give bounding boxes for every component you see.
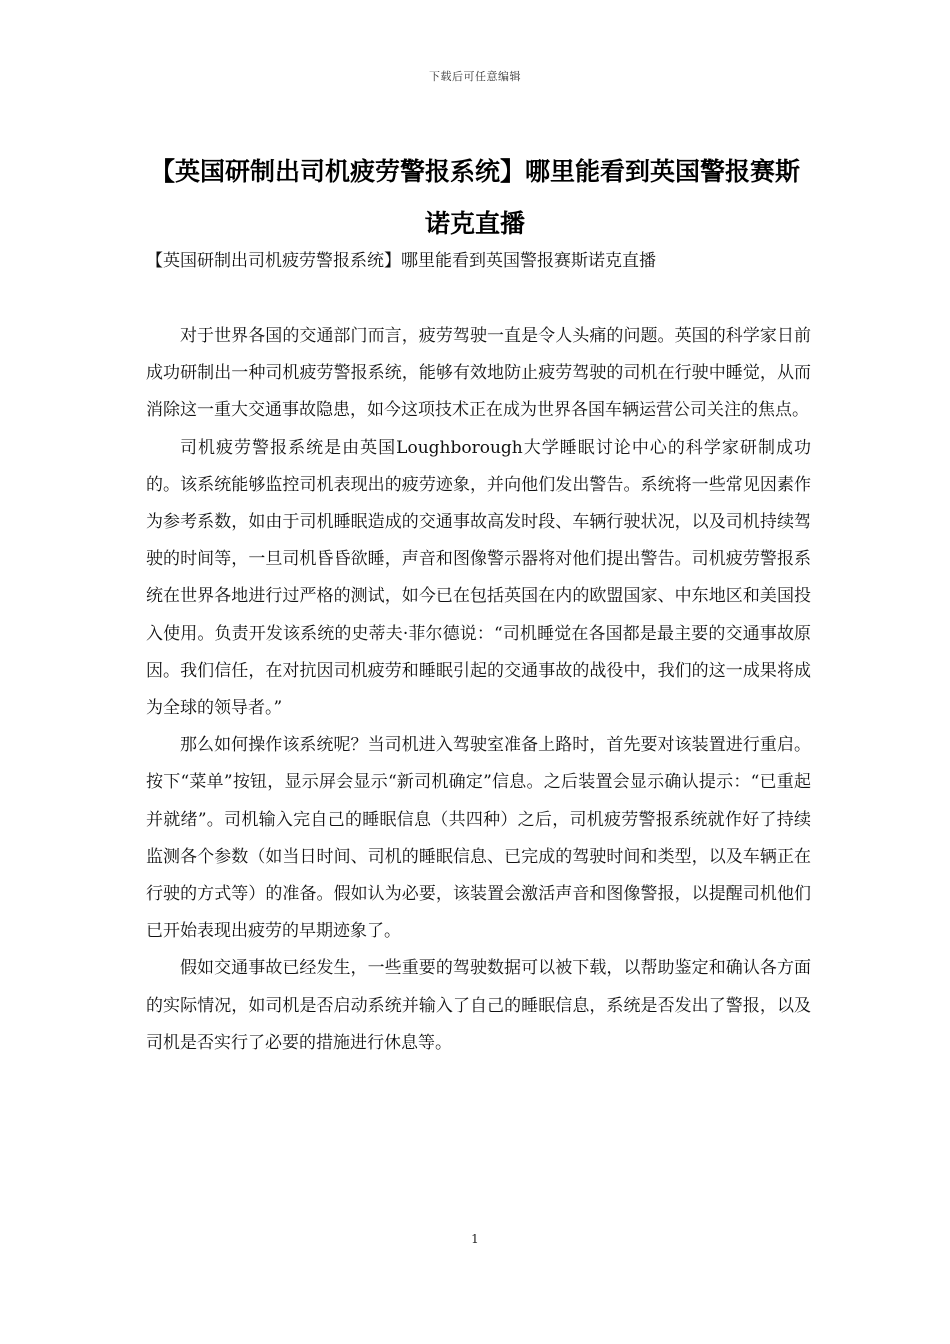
document-title: 【英国研制出司机疲劳警报系统】哪里能看到英国警报赛斯诺克直播 (149, 157, 800, 238)
page-number: 1 (471, 1232, 479, 1246)
paragraph-1: 对于世界各国的交通部门而言，疲劳驾驶一直是令人头痛的问题。英国的科学家日前成功研制出一种司机疲劳警报系统，能够有效地防止疲劳驾驶的司机在行驶中睡觉，从而消除这一重大交通事故隐患，如今这项技术正在成为世界各国车辆运营公司关注的焦点。 (146, 326, 811, 421)
header-note: 下载后可任意编辑 (429, 70, 521, 83)
document-body (146, 318, 811, 1062)
paragraph-2: 司机疲劳警报系统是由英国Loughborough大学睡眠讨论中心的科学家研制成功的。该系统能够监控司机表现出的疲劳迹象，并向他们发出警告。系统将一些常见因素作为参考系数，如由于司机睡眠造成的交通事故高发时段、车辆行驶状况，以及司机持续驾驶的时间等，一旦司机昏昏欲睡，声音和图像警示器将对他们提出警告。司机疲劳警报系统在世界各地进行过严格的测试，如今已在包括英国在内的欧盟国家、中东地区和美国投入使用。负责开发该系统的史蒂夫·菲尔德说：“司机睡觉在各国都是最主要的交通事故原因。我们信任，在对抗因司机疲劳和睡眠引起的交通事故的战役中，我们的这一成果将成为全球的领导者。” (146, 437, 811, 719)
paragraph-3: 那么如何操作该系统呢？当司机进入驾驶室准备上路时，首先要对该装置进行重启。按下“菜单”按钮，显示屏会显示“新司机确定”信息。之后装置会显示确认提示：“已重起并就绪”。司机输入完自己的睡眠信息（共四种）之后，司机疲劳警报系统就作好了持续监测各个参数（如当日时间、司机的睡眠信息、已完成的驾驶时间和类型，以及车辆正在行驶的方式等）的准备。假如认为必要，该装置会激活声音和图像警报，以提醒司机他们已开始表现出疲劳的早期迹象了。 (146, 735, 811, 942)
document-subtitle: 【英国研制出司机疲劳警报系统】哪里能看到英国警报赛斯诺克直播 (146, 251, 656, 271)
paragraph-4: 假如交通事故已经发生，一些重要的驾驶数据可以被下载，以帮助鉴定和确认各方面的实际情况，如司机是否启动系统并输入了自己的睡眠信息，系统是否发出了警报，以及司机是否实行了必要的措施进行休息等。 (146, 958, 811, 1053)
